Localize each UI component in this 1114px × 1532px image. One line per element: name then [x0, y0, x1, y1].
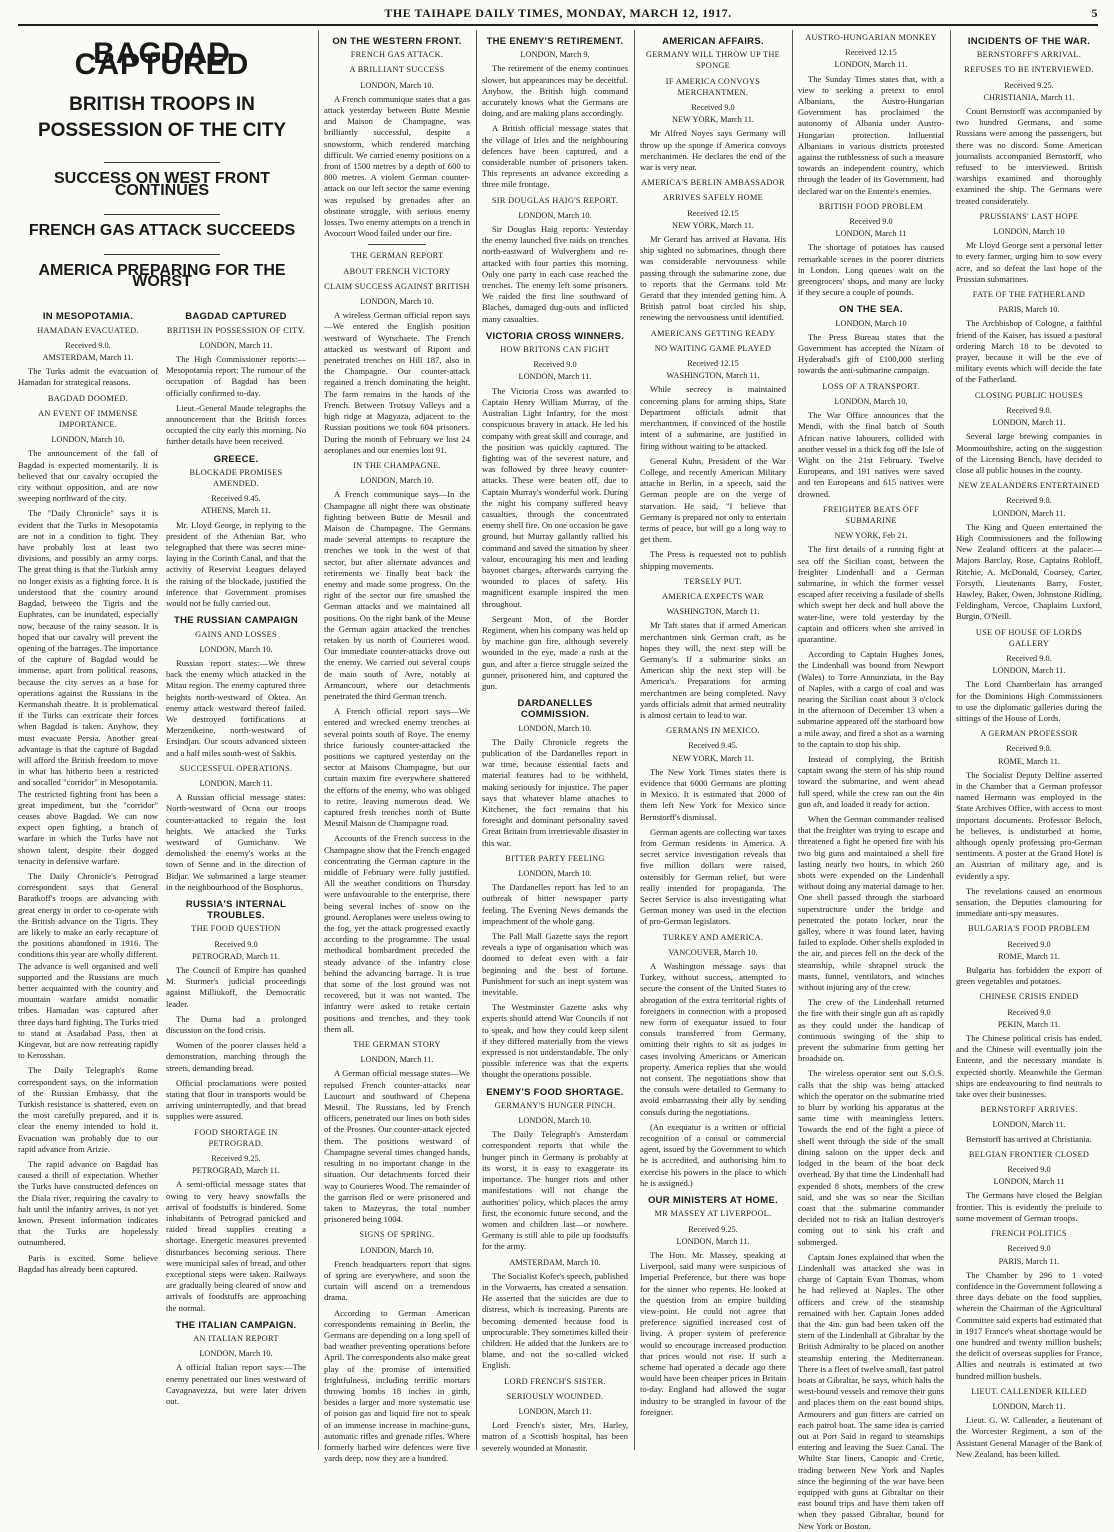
article-subheading: TERSELY PUT. — [683, 576, 743, 586]
article-subheading: BRITISH IN POSSESSION OF CITY. — [166, 325, 306, 335]
article-paragraph: The "Daily Chronicle" says it is evident that the Turks in Mesopotamia are not in a condition to fight. They have probably lost at least two divisions, and possibly an army corps. The great thing is that the Turkish army no longer exists as a fighting force. It is understood that the country around Bagdad, between the Tigris and the Euphrates, can be inundated, especially now, because of the rainy season. It is hoped that our cavalry will prevent the opening of the barrages. The importance of the capture of Bagdad would be immense, apart from political reasons, because the city serves as a base for operations against the Russians in the Kermanshah theatre. It is problematical if the Turks can extricate their forces when Bagdad is taken. Anyhow, they must evacuate Persia. Another great advantage is that the capture of Bagdad will afford the British freedom to move in what has hitherto been a restricted and socalled "corridor" in Mesopotamia. The restricted fighting front has been a great impediment, but the "corridor" ceases above Bagdad. We can now expect open fighting, a branch of warfare in which the Turks have not shown talent, despite their dogged tenacity in defensive warfare. — [18, 508, 158, 866]
column-3 — [324, 30, 470, 1464]
dateline: LONDON, March 10. — [199, 644, 273, 654]
received-time: Received 9.45. — [688, 741, 738, 751]
column-4 — [482, 30, 628, 1453]
article-paragraph: The first details of a running fight at sea off the Sicilian coast, between the freighter Lindenhall and a German submarine, in which the former vessel escaped after receiving a fusilade of shells which swept her deck and hull above the water-line, were told yesterday by the captain and officers when she arrived in quarantine. — [798, 544, 944, 644]
article-heading: THE RUSSIAN CAMPAIGN — [173, 615, 299, 627]
column-6 — [798, 30, 944, 1531]
dateline: LONDON, March 10. — [199, 1349, 273, 1359]
article-paragraph: The Germans have closed the Belgian frontier. This is evidently the prelude to some movement of German troops. — [956, 1190, 1102, 1223]
sub-headline-3: FRENCH GAS ATTACK SUCCEEDS — [28, 221, 296, 239]
article-subheading: CHINESE CRISIS ENDED — [979, 992, 1079, 1002]
received-time: Received 9.0. — [1006, 405, 1052, 415]
received-time: Received 9.25. — [1004, 80, 1054, 90]
article-subheading: CLAIM SUCCESS AGAINST BRITISH — [324, 281, 470, 291]
article-subheading: THE FOOD QUESTION — [191, 924, 281, 934]
received-time: Received 9.0. — [1006, 653, 1052, 663]
article-subheading: AMERICA EXPECTS WAR — [662, 591, 764, 601]
article-paragraph: Bulgaria has forbidden the export of green vegetables and potatoes. — [956, 965, 1102, 987]
article-paragraph: A Russian official message states: North-westward of Ocna our troops counter-attacked to regain the lost heights. We attacked the Turks westward of Gumichanv. We demolished the enemy's works at the town of Senne and in the direction of Bidjar. We submarined a large steamer in the neighbourhood of the Bosphorus. — [166, 792, 306, 892]
article-subheading: NO WAITING GAME PLAYED — [654, 343, 772, 353]
dateline: LONDON, March 11. — [199, 778, 273, 788]
divider — [368, 244, 426, 245]
received-time: Received 9.0 — [1007, 939, 1051, 949]
article-paragraph: The King and Queen entertained the High Commissioners and the following New Zealand officers at the palace:—Majors Barclay, Rose, Captains Robloff, Ritchie, A. McDonald, Coursey, Carter, Forsyth, Lieutenants Barry, Foster, Hawley, Baker, Owen, Johnstone Ridling, Feldingham, Vercoe, Chaplains Luxford, Burgin, O'Neill. — [956, 521, 1102, 622]
received-time: Received 9.0 — [533, 360, 577, 370]
article-paragraph: The Victoria Cross was awarded to Captain Henry William Murray, of the Australian Light Infantry, for the most conspicuous bravery in attack. He led his company with great skill and courage, and the position was quickly captured. The fighting was of the severest nature, and was followed by three heavy counter-attacks. These were beaten off, due to Captain Murray's wonderful work. During the night his company suffered heavy casualties, through the concentrated enemy shell fire. On one occasion he gave ground, but Murray gallantly rallied his command and saved the situation by sheer valour, encouraging his men and leading bayonet charges, afterwards carrying the wounded to places of safety. His magnificent example inspired the men throughout. — [482, 385, 628, 609]
dateline: NEW YORK, Feb 21. — [834, 531, 908, 541]
received-time: Received 9.0 — [691, 103, 735, 113]
article-heading: AMERICAN AFFAIRS. — [662, 36, 764, 47]
article-subheading: FRENCH GAS ATTACK. — [350, 50, 444, 60]
received-time: Received 9.0. — [1006, 496, 1052, 506]
article-paragraph: A official Italian report says:—The enemy penetrated our lines westward of Cavagnavezza, but were later driven out. — [166, 1362, 306, 1407]
article-paragraph: Instead of complying, the British captain swung the stern of his ship round toward the submarine, and went ahead full speed, while the crew ran out the 4in gun aft, and loaded it ready for action. — [798, 753, 944, 809]
article-paragraph: Mr Lloyd George sent a personal letter to every farmer, urging him to sow every acre, and so defeat the last hope of the Prussian submarines. — [956, 240, 1102, 284]
received-time: Received 9.0 — [214, 939, 258, 949]
article-paragraph: Sir Douglas Haig reports: Yesterday the enemy launched five raids on trenches north-eastward of Wulverghem and re-attacked with four parties this morning. Only one party in each case reached the trenches. The enemy left some prisoners. We raided the first line southward of Blaches, damaged dug-outs and inflicted many casualties. — [482, 224, 628, 324]
dateline: PEKIN, March 11. — [997, 1019, 1061, 1029]
article-paragraph: A British official message states that the village of Irles and the neighbouring defences have been captured, and a considerable number of prisoners taken. This represents an advance exceeding a three mile frontage. — [482, 123, 628, 190]
dateline: LONDON, March 11 — [835, 229, 907, 239]
article-subheading: BITTER PARTY FEELING — [505, 853, 605, 863]
article-paragraph: According to German American correspondents remaining in Berlin, the Germans are depending on a long spell of bad weather preventing operations before April. The correspondents also make great play of the promise of intensified frightfulness, including terrific mortars throwing bombs 18 inches in girth, besides a larger and more systematic use of poison gas and liquid fire not to speak of an immense increase in machine-guns, automatic rifles and grenade rifles. Where formerly barbed wire defences were five yards deep, now they are a hundred. — [324, 1307, 470, 1464]
article-paragraph: The crew of the Lindenhall returned the fire with their single gun aft as rapidly as they could under the handicap of continuous swinging of the ship to prevent the submarine from getting her broadside on. — [798, 997, 944, 1064]
article-heading: DARDANELLES COMMISSION. — [517, 698, 593, 721]
dateline: PETROGRAD, March 11. — [192, 1166, 280, 1176]
article-paragraph: The Press Bureau states that the Government has accepted the Nizam of Hyderabad's gift of £100,000 sterling towards the anti-submarine campaign. — [798, 331, 944, 376]
article-subheading: IN THE CHAMPAGNE. — [353, 460, 441, 470]
article-subheading: BAGDAD DOOMED. — [47, 393, 129, 403]
dateline: LONDON, March 9. — [520, 50, 590, 60]
article-paragraph: Captain Jones explained that when the Lindenhall was attacked she was in charge of Captain Evan Thomas, whom he had relieved at Naples. The other officers and crew of the steamship remained with her. Captain Jones added that the 4in. gun had been taken off the stern of the Lindenhall at Gibraltar by the British Admiralty to be placed on another steamship entering the Mediterranean. There is a fleet of twelve small, fast patrol boats at Gibraltar, he says, which halts the west-bound vessels and remove their guns and places them on the east bound ships. Armourers and gun fitters are carried on each patrol boat. The same idea is carried out at Port Said in regard to steamships entering and leaving the Suez Canal. The Whilte Star liners, Canopic and Cretic, trading between New York and Naples since the beginning of the war have been equipped with guns at Gibraltar on their east bound trips and have them taken off when they passed Gibraltar, bound for New York or Boston. — [798, 1251, 944, 1531]
divider — [104, 162, 219, 163]
article-paragraph: Sergeant Mott, of the Border Regiment, when his company was held up by machine gun fire, although severely wounded in the eye, made a rush at the gun, and after a fierce struggle seized the gunner, prisonered him, and captured the gun. — [482, 613, 628, 691]
article-subheading: CLOSING PUBLIC HOUSES — [974, 390, 1084, 400]
article-subheading: BERNSTORFF ARRIVES. — [980, 1105, 1078, 1115]
received-time: Received 12.15 — [845, 48, 897, 58]
article-subheading: A GERMAN PROFESSOR — [980, 729, 1078, 739]
article-paragraph: The Chinese political crisis has ended, and the Chinese will eventually join the Entente, and the necessary mandate is expected shortly. Meanwhile the German ships are endeavouring to find neutrals to take over their businesses. — [956, 1033, 1102, 1100]
received-time: Received 9.0 — [1007, 1165, 1051, 1175]
article-paragraph: Mr. Lloyd George, in replying to the president of the Athenian Bar, who telegraphed that there was secret mine-laying in the Corinth Canal, and that the activity of Reservist Leagues delayed the raising of the blockade, justified the inference that Government promises would not be fully carried out. — [166, 519, 306, 609]
article-heading: THE ENEMY'S RETIREMENT. — [486, 36, 624, 47]
dateline: LONDON, March 11. — [992, 418, 1066, 428]
dateline: ATHENS, March 11. — [201, 506, 271, 516]
article-paragraph: The Archbishop of Cologne, a faithful friend of the Kaiser, has issued a pastoral ordering March 18 to be devoted to prayer, because it will be the eve of military events which will decide the fate of the Fatherland. — [956, 318, 1102, 385]
sub-headline-1: BRITISH TROOPS IN POSSESSION OF THE CITY — [37, 94, 287, 142]
article-subheading: ABOUT FRENCH VICTORY — [343, 266, 451, 276]
dateline: LONDON, March 10. — [518, 210, 592, 220]
dateline: LONDON, March 10 — [993, 227, 1065, 237]
article-paragraph: A wireless German official report says—We entered the English position westward of Wytschaete. The French attacked us westward of Ripont and penetrated trenches on Hill 187, also in the Champagne. Our counter-attack regained a trench dominating the height. The farm remains in the hands of the French. Between Trotsuy Valleys and a high ridge at Magyaza, adjacent to the Russian positions we took 604 prisoners. During the month of February we lost 24 aeroplanes and our enemies lost 91. — [324, 310, 470, 455]
dateline: LONDON, March 10. — [360, 476, 434, 486]
article-paragraph: A German official message states—We repulsed French counter-attacks near Laucourt and southward of Chepena Mesnil. The Russians, led by French officers, penetrated our lines on both sides of the Prosnes. Our counter-attack ejected them. The positions westward of Champagne several times changed hands, resulting in no important change in the situation. Our detachments forced their way to Courieres Wood. The remainder of the garrison fled or were prisonered and taken to Mazeyras, the total number prisonered being 1004. — [324, 1068, 470, 1225]
dateline: LONDON, March 11. — [992, 508, 1066, 518]
article-paragraph: Mr Gerard has arrived at Havana. His ship sighted no submarines, though there was considerable nervousness while passing through the submarine zone, due to reports that the Germans told Mr Gerard that they intended getting him. A British patrol boat circled his ship, renewing the nervousness until identified. — [640, 234, 786, 323]
dateline: LONDON, March 11. — [676, 1236, 750, 1246]
article-heading: ENEMY'S FOOD SHORTAGE. — [486, 1086, 624, 1098]
article-subheading: AUSTRO-HUNGARIAN MONKEY — [805, 33, 937, 42]
dateline: LONDON, March 10. — [518, 723, 592, 733]
article-subheading: SIGNS OF SPRING. — [359, 1230, 435, 1240]
article-subheading: BERNSTORFF'S ARRIVAL. — [976, 50, 1082, 60]
front-section — [18, 30, 306, 1450]
dateline: LONDON, March 11 — [993, 1177, 1065, 1187]
article-paragraph: Official proclamations were posted stating that flour in transports would be arriving uninterruptedly, and that bread supplies were assured. — [166, 1077, 306, 1122]
article-subheading: USE OF HOUSE OF LORDS GALLERY — [975, 627, 1083, 648]
dateline: LONDON, March 11. — [199, 340, 273, 350]
article-paragraph: The High Commissioner reports:— Mesopotamia report: The rumour of the occupation of Bagdad has been officially confirmed to-day. — [166, 354, 306, 398]
dateline: PETROGRAD, March 11. — [192, 951, 280, 961]
column-rule — [634, 30, 635, 1450]
article-paragraph: The Turks admit the evacuation of Hamadan for strategical reasons. — [18, 366, 158, 388]
article-paragraph: The shortage of potatoes has caused remarkable scenes in the poorer districts in London. Long queues wait on the greengrocers' shops, and many are lucky if they secure a couple of pounds. — [798, 242, 944, 298]
article-paragraph: The Hon. Mr. Massey, speaking at Liverpool, said many were suspicious of Imperial Preference, but there was hope for the sinner who repents. He looked at the question from an empire building view-point. He could not agree that preference signified increased cost of living. A proper system of preference would so encourage increased production that prices would not rise. If such a scheme had operated a decade ago there would have been cheaper prices in Britain to-day. England had allowed the sugar industry to be strangled in favour of the foreigner. — [640, 1249, 786, 1417]
dateline: AMSTERDAM, March 11. — [42, 353, 134, 363]
dateline: LONDON, March 11. — [360, 1055, 434, 1065]
sub-headline-2: SUCCESS ON WEST FRONT CONTINUES — [53, 170, 270, 199]
dateline: LONDON, March 11. — [834, 60, 908, 70]
dateline: LONDON, March 11. — [518, 372, 592, 382]
main-headline: BAGDAD CAPTURED — [74, 37, 250, 82]
article-paragraph: The Chamber by 296 to 1 voted confidence in the Government following a three days debate on the food supplies, wherein the Chairman of the Agricultural Committee said experts had estimated that in 1917 France's wheat shortage would be one hundred and twenty million bushels; the deficit of overseas supplies for France, Allies and neutrals is estimated at two hundred million bushels. — [956, 1269, 1102, 1381]
dateline: WASHINGTON, March 11. — [666, 607, 760, 617]
article-heading: GREECE. — [213, 453, 259, 465]
article-paragraph: Lieut.-General Maude telegraphs the announcement that the British forces occupied the city early this morning. No further details have been received. — [166, 402, 306, 447]
article-paragraph: Lieut. G. W. Callender, a lieutenant of the Worcester Regiment, a son of the Assistant General Manager of the Bank of New Zealand, has been killed. — [956, 1415, 1102, 1459]
article-paragraph: When the German commander realised that the freighter was trying to escape and threatened a fight he opened fire with his two big guns and maintained a shell fire lasting nearly two hours, in which 260 shots were expended on the Lindenhall without doing any material damage to her. One shell passed through the starboard superstructure under the bridge and penetrated the potato locker, near the galley, where it was found later, having failed to explode. Other shells exploded in the air, and pieces fell on the deck of the steamship, while shrapnel struck the masts, funnel, ventilators, and winches without injuring any of the crew. — [798, 814, 944, 993]
column-2 — [166, 305, 306, 1407]
dateline: LONDON, March 10. — [360, 297, 434, 307]
article-subheading: BULGARIA'S FOOD PROBLEM — [968, 924, 1090, 934]
article-paragraph: A French official report says—We entered and wrecked enemy trenches at several points south of Roye. The enemy thrice furiously counter-attacked the positions we captured yesterday on the sector at Maisons Champagne, but our curtain maxim fire everywhere shattered the efforts of the enemy, who was obliged to retire, leaving numerous dead. We captured fresh trenches north of Butte Mesnil Maison de Champagne road. — [324, 706, 470, 829]
article-paragraph: The Council of Empire has quashed M. Sturmer's judicial proceedings against Milliukoff, the Democratic leader. — [166, 964, 306, 1009]
article-paragraph: Mr Taft states that if armed American merchantmen sink German craft, as he hopes they will, the next step will be Germany's. If a submarine sinks an American ship the next step will be America's. Preparations for arming merchantmen are being completed. Navy yards officials admit that armed neutrality is almost certain to lead to war. — [640, 620, 786, 720]
received-time: Received 9.0 — [849, 217, 893, 227]
dateline: AMSTERDAM, March 10. — [509, 1257, 601, 1267]
article-subheading: BRITISH FOOD PROBLEM — [818, 201, 924, 211]
dateline: NEW YORK, March 11. — [672, 115, 754, 125]
article-subheading: SUCCESSFUL OPERATIONS. — [179, 763, 293, 773]
article-paragraph: The rapid advance on Bagdad has caused a thrill of expectation. Whether the Turks have constructed defences on the Diala river, requiring the cavalry to halt until the infantry arrives, is not yet known. Present information indicates that the Turks are hopelessly outnumbered. — [18, 1159, 158, 1248]
article-paragraph: The New York Times states there is evidence that 6000 Germans are plotting in Mexico. It is estimated that 2000 of them left New York for Mexico since Bernstorff's dismissal. — [640, 766, 786, 822]
column-rule — [476, 30, 477, 1450]
article-heading: IN MESOPOTAMIA. — [42, 311, 134, 323]
article-paragraph: The Sunday Times states that, with a view to seeking a pretext to enrol Albanians, the Austro-Hungarian Government has proclaimed the autonomy of Albania under Austro-Hungarian protection. Influential Albanians in various districts protested against the ruthlessness of such a measure towards an independent country, which through the leader of its Government, had declared war on the Entente's enemies. — [798, 73, 944, 196]
article-paragraph: The Socialist Kofer's speech, published in the Vorwaerts, has created a sensation. He asserted that the suicides are due to distress, which is increasing. Parents are becoming demented because food is unprocurable. They sometimes killed their children. He added that the Junkers are to blame, and not the so-called wicked English. — [482, 1270, 628, 1371]
newspaper-title: THE TAIHAPE DAILY TIMES, MONDAY, MARCH 12, 1917. — [384, 6, 732, 20]
dateline: WASHINGTON, March 11. — [666, 371, 760, 381]
article-subheading: THE GERMAN STORY — [353, 1040, 441, 1050]
article-paragraph: The War Office announces that the Mendi, with the final batch of South African native labourers, collided with another vessel in a thick fog off the Isle of Wight on the 21st February. Twelve Europeans, and 191 natives were saved and ten Europeans and 615 natives were drowned. — [798, 410, 944, 499]
article-paragraph: The Lord Chamberlain has arranged for the Dominions High Commissioners to use the diplomatic galleries during the sittings of the House of Lords. — [956, 679, 1102, 723]
article-paragraph: The Press is requested not to publish shipping movements. — [640, 549, 786, 571]
dateline: LONDON, March 10. — [51, 435, 125, 445]
received-time: Received 9.0. — [65, 340, 111, 350]
dateline: LONDON, March 10. — [360, 1245, 434, 1255]
dateline: LONDON, March 11. — [992, 666, 1066, 676]
article-paragraph: A semi-official message states that owing to very heavy snowfalls the arrival of foodstuffs is hindered. Some inhabitants of Petrograd panicked and raided bread supplies creating a shortage. Energetic measures prevented disturbances becoming serious. There were municipal sales of bread, and other exceptional steps were taken. Railways are gradually being cleared of snow and arrivals of foodstuffs are approaching the normal. — [166, 1179, 306, 1313]
article-subheading: GERMANS IN MEXICO. — [666, 726, 760, 736]
dateline: LONDON, March 11. — [992, 1401, 1066, 1411]
article-subheading: IF AMERICA CONVOYS MERCHANTMEN. — [665, 76, 761, 97]
article-subheading: GAINS AND LOSSES — [195, 629, 277, 639]
dateline: NEW YORK, March 11. — [672, 753, 754, 763]
dateline: PARIS, March 11. — [998, 1256, 1060, 1266]
article-subheading: A BRILLIANT SUCCESS — [349, 65, 445, 75]
article-paragraph: A Washington message says that Turkey, without success, attempted to secure the consent of the United States to abrogation of the extra territorial rights of foreigners in connection with a proposed new form of exequatur issued to four consuls transferred from Germany, omitting their rights to sit as judges in cases involving Americans or American property. America replies that she would not consent. The negotiations show that the consuls were detailed to Germany to avoid embarrassing their ally by sending consuls during the negotiations. — [640, 961, 786, 1117]
dateline: NEW YORK, March 11. — [672, 220, 754, 230]
column-rule — [792, 30, 793, 1450]
article-subheading: AN EVENT OF IMMENSE IMPORTANCE. — [38, 408, 138, 430]
article-paragraph: The Pall Mall Gazette says the report reveals a type of organisation which was doomed to defeat even with a fair beginning and the best of fortune. Punishment for such an inept system was inevitable. — [482, 931, 628, 998]
article-paragraph: Accounts of the French success in the Champagne show that the French engaged concentrating the German capture in the middle of February were fully justified. All the weather conditions on Thursday were unfavourable to the enterprise, there being several inches of snow on the ground. Aeroplanes were useless owing to the fog, yet the attack progressed exactly according to the programme. The usual methodical bombardment preceded the steady advance of the infantry close behind the advancing barrage. It is true that some of the lost ground was not recovered, but it was not wanted. The infantry were asked to retake certain positions and trenches, and they took them all. — [324, 833, 470, 1034]
article-paragraph: The Socialist Deputy Delfine asserted in the Chamber that a German professor named Hermann was employed in the State Archives Office, with access to most important documents. Professor Beloch, he believes, is undisturbed at home, although openly professing pro-German sentiments. A poster at the Grand Hotel is an Austrian of military age, and is evidently a spy. — [956, 769, 1102, 881]
divider — [104, 214, 219, 215]
article-paragraph: Several large brewing companies in Monmouthshire, acting on the suggestion of the Licensing Bench, have decided to close all public houses in the county. — [956, 431, 1102, 475]
article-paragraph: A French communique says—In the Champagne all night there was obstinate fighting between Butte de Mesnil and Maison de Champagne. The Germans made several attempts to recapture the trenches we took in the west of that sector, but after alternate advances and retirements we finally beat back the enemy and made some progress. On the right of the sector our fire smashed the German attacks and we maintained all positions. On the right bank of the Meuse the German again attacked the trenches retaken by us north of Courieres wood. Our immediate counter-attacks drove out the enemy. We carried out several coups de main south of Avre, notably at Armancourt, where our detachments penetrated the third German trench. — [324, 489, 470, 701]
article-subheading: SERIOUSLY WOUNDED. — [506, 1391, 604, 1401]
article-paragraph: The Dardanelles report has led to an outbreak of bitter newspaper party feeling. The Evening News demands the impeachment of the whole gang. — [482, 882, 628, 926]
article-subheading: LIEUT. CALLENDER KILLED — [971, 1386, 1087, 1396]
article-heading: RUSSIA'S INTERNAL TROUBLES. — [185, 898, 287, 922]
received-time: Received 9.0. — [1006, 744, 1052, 754]
received-time: Received 12.15 — [687, 208, 739, 218]
article-paragraph: The Daily Telegraph's Amsterdam correspondent reports that while the hunger pinch in Germany is probably at its worst, it is easy to exaggerate its importance. The hunger riots and other manifestations will not change the authorities' policy, which places the army first, the economic future second, and the women and children last—or nowhere. Germany is still able to pile up foodstuffs for the army. — [482, 1129, 628, 1252]
article-subheading: SIR DOUGLAS HAIG'S REPORT. — [491, 195, 619, 205]
divider — [104, 254, 219, 255]
article-heading: THE ITALIAN CAMPAIGN. — [175, 1319, 297, 1331]
article-paragraph: The retirement of the enemy continues slower, but appearances may be deceitful. Anyhow, the British high command accurately knows what the Germans are doing, and are making plans accordingly. — [482, 63, 628, 119]
article-paragraph: While secrecy is maintained concerning plans for arming ships, State Department officials admit that merchantmen, if convinced of the hostile intent of a submarine, are justified in firing without waiting to be attacked. — [640, 384, 786, 451]
article-subheading: BELGIAN FRONTIER CLOSED — [968, 1149, 1090, 1159]
article-paragraph: (An exequatur is a written or official recognition of a consul or commercial agent, issued by the Government to which he is accredited, and authorising him to exercise his powers in the place to which he is assigned.) — [640, 1121, 786, 1188]
article-paragraph: Lord French's sister, Mrs. Harley, matron of a Scottish hospital, has been severely wounded at Monastir. — [482, 1420, 628, 1453]
article-heading: ON THE WESTERN FRONT. — [332, 36, 462, 47]
article-subheading: NEW ZEALANDERS ENTERTAINED — [958, 481, 1100, 491]
column-7 — [956, 30, 1102, 1459]
article-paragraph: The Westminster Gazette asks why experts should attend War Councils if not to speak, and how they could keep silent if they differed materially from the views expressed is not understandable. The only possible inference was that the experts thought the operations possible. — [482, 1002, 628, 1080]
article-heading: INCIDENTS OF THE WAR. — [967, 36, 1091, 47]
article-paragraph: The announcement of the fall of Bagdad is expected momentarily. It is believed that our cavalry occupied the city without opposition, and are now sweeping northward of the city. — [18, 448, 158, 504]
masthead — [18, 4, 1098, 26]
page-number: 5 — [1091, 6, 1098, 20]
article-subheading: HOW BRITONS CAN FIGHT — [500, 345, 610, 355]
article-subheading: FREIGHTER BEATS OFF SUBMARINE — [822, 504, 920, 525]
article-subheading: FOOD SHORTAGE IN PETROGRAD. — [194, 1127, 278, 1148]
dateline: ROME, March 11. — [998, 756, 1060, 766]
article-paragraph: Bernstorff has arrived at Christiania. — [966, 1133, 1092, 1144]
article-subheading: LOSS OF A TRANSPORT. — [822, 381, 920, 391]
article-paragraph: The Daily Chronicle's Petrograd correspondent says that General Baratkoff's troops are advancing with great energy in order to co-operate with the British advance on the Tigris. They are likely to make an early recapture of the positions abandoned in 1916. The conditions this year are wholly different. The advance is well organised and well supported and the Russians are much better acquainted with the country and mountain warfare amidst nomadic tribes. Hamadan was captured after three days hard fighting. The Turks tried to stand at Asadabad Pass, then at Kingevar, but are now retreating rapidly to Kerosshan. — [18, 870, 158, 1061]
article-subheading: REFUSES TO BE INTERVIEWED. — [964, 65, 1094, 75]
article-paragraph: The revelations caused an enormous sensation, the Deputies clamouring for immediate anti-spy measures. — [956, 885, 1102, 919]
dateline: LONDON, March 10. — [518, 1116, 592, 1126]
article-heading: ON THE SEA. — [838, 304, 903, 316]
dateline: LONDON, March 10. — [360, 80, 434, 90]
column-rule — [950, 30, 951, 1450]
dateline: PARIS, March 10. — [998, 305, 1060, 315]
dateline: VANCOUVER, March 10. — [668, 947, 758, 957]
dateline: LONDON, March 11. — [518, 1406, 592, 1416]
article-subheading: TURKEY AND AMERICA. — [662, 932, 764, 942]
dateline: LONDON, March 10. — [518, 869, 592, 879]
article-subheading: HAMADAN EVACUATED. — [37, 325, 139, 335]
article-subheading: GERMANY WILL THROW UP THE SPONGE — [645, 50, 781, 71]
dateline: LONDON, March 10. — [834, 396, 908, 406]
article-subheading: BLOCKADE PROMISES AMENDED. — [189, 467, 283, 489]
article-subheading: GERMANY'S HUNGER PINCH. — [494, 1100, 616, 1110]
dateline: LONDON, March 10 — [835, 318, 907, 328]
article-subheading: FATE OF THE FATHERLAND — [972, 290, 1086, 300]
article-paragraph: The Daily Telegraph's Rome correspondent says, on the information of the Russian Embassy, that the Turkish resistance is shattered, even on the most carefully prepared, and it is clear the enemy intended to hold it. Evacuation was probably due to our rapid advance from Arizie. — [18, 1065, 158, 1154]
article-paragraph: Women of the poorer classes held a demonstration, marching through the streets, demanding bread. — [166, 1040, 306, 1073]
received-time: Received 12.15 — [687, 359, 739, 369]
article-subheading: MR MASSEY AT LIVERPOOL. — [654, 1209, 772, 1219]
article-paragraph: Russian report states:—We threw back the enemy which attacked in the Mitau region. The enemy captured three heights north-westward of Oktea. An enemy attack westward thereof failed. We destroyed fortifications at Merzenikeine, north-westward of Ersindjan. Our scouts advanced sixteen and a half miles south-west of Sakhis. — [166, 657, 306, 758]
article-paragraph: Paris is excited. Some believe Bagdad has already been captured. — [18, 1252, 158, 1274]
column-rule — [318, 30, 319, 1450]
received-time: Received 9.0 — [1007, 1007, 1051, 1017]
received-time: Received 9.25. — [211, 1154, 261, 1164]
received-time: Received 9.25. — [688, 1224, 738, 1234]
article-heading: OUR MINISTERS AT HOME. — [647, 1195, 779, 1207]
article-paragraph: French headquarters report that signs of spring are everywhere, and soon the curtain will ascend on a tremendous drama. — [324, 1258, 470, 1303]
column-5 — [640, 30, 786, 1450]
article-subheading: AMERICANS GETTING READY — [650, 328, 776, 338]
article-subheading: AMERICA'S BERLIN AMBASSADOR — [641, 178, 785, 188]
sub-headline-4: AMERICA PREPARING FOR THE WORST — [38, 262, 286, 291]
received-time: Received 9.45. — [211, 494, 261, 504]
article-paragraph: The Duma had a prolonged discussion on the food crisis. — [166, 1013, 306, 1035]
article-paragraph: The Daily Chronicle regrets the publication of the Dardanelles report in war time, because essential facts and material features had to be withheld, making seriously for injustice. The paper says that whatever blame attaches to Kitchener, the fact remains that his foresight and dominant personality saved Great Britain from irretrievable disaster in this war. — [482, 736, 628, 848]
article-heading: VICTORIA CROSS WINNERS. — [485, 330, 625, 342]
article-heading: BAGDAD CAPTURED — [185, 311, 287, 323]
article-subheading: PRUSSIANS' LAST HOPE — [979, 211, 1079, 221]
dateline: CHRISTIANIA, March 11. — [983, 92, 1075, 102]
dateline: ROME, March 11. — [998, 951, 1060, 961]
article-paragraph: General Kuhn, President of the War College, and recently American Military attache in Berlin, in a speech, said the German people are on the verge of starvation. He said, "I believe that Germany is prepared not only to entertain terms of peace, but will go a long way to get them. — [640, 455, 786, 545]
received-time: Received 9.0 — [1007, 1244, 1051, 1254]
article-paragraph: Count Bernstorff was accompanied by two hundred Germans, and some Russians were among the passengers, but there was no discord. Some American journalists accompanied Bernstorff, who refused to be interviewed. British warships examined and thoroughly examined the ship. The Germans were treated considerately. — [956, 106, 1102, 206]
article-paragraph: A French communique states that a gas attack yesterday between Butte Mesnie and Maison de Champagne, was brilliantly successful, despite a snowstorm, which rendered marching difficult. We carried enemy positions on a front of 1500 metres by a depth of 600 to 800 metres. A violent German counter-attack on our left sector the same evening was repulsed by grenades after an obstinate struggle, with serious enemy losses. Two enemy attempts on a trench in Avocourt Wood failed under our fire. — [324, 93, 470, 239]
dateline: LONDON, March 11. — [992, 1120, 1066, 1130]
article-subheading: FRENCH POLITICS — [991, 1229, 1067, 1239]
article-subheading: LORD FRENCH'S SISTER. — [504, 1376, 606, 1386]
article-subheading: THE GERMAN REPORT — [350, 251, 444, 261]
article-paragraph: Mr Alfred Noyes says Germany will throw up the sponge if America convoys merchantmen. He declares the end of the war is very near. — [640, 128, 786, 173]
article-paragraph: According to Captain Hughes Jones, the Lindenhall was bound from Newport (Wales) to Torre Annunziata, in the Bay of Naples, with a cargo of coal and was nearing the Sicilian coast about 3 o'clock in the afternoon of December 13 when a submarine appeared off the starboard bow a mile away, and fired a shot as a warning to the captain to stop his ship. — [798, 649, 944, 749]
article-paragraph: The wireless operator sent out S.O.S. calls that the ship was being attacked which the operator on the submarine tried to blurr by working his apparatus at the same time with meaningless letters. Towards the end of the fight a piece of shell went through the side of the small dining saloon on the upper deck and lodged in the beam of the boat deck overhead. By that time the Lindenhall had expended 8 shots, members of the crew said, and she was so near the Sicilian coast that the submarine commander decided not to risk an Italian destroyer's coming out to sink his craft and submerged. — [798, 1068, 944, 1247]
column-1 — [18, 305, 158, 1385]
article-paragraph: German agents are collecting war taxes from German residents in America. A secret service investigation reveals that five million dollars were raised, ostensibly for German relief, but were really intended for propaganda. The Secret Service is also investigating what German money was used in the election of pro-German legislators. — [640, 826, 786, 927]
article-subheading: AN ITALIAN REPORT — [193, 1334, 279, 1344]
article-subheading: ARRIVES SAFELY HOME — [663, 193, 763, 203]
